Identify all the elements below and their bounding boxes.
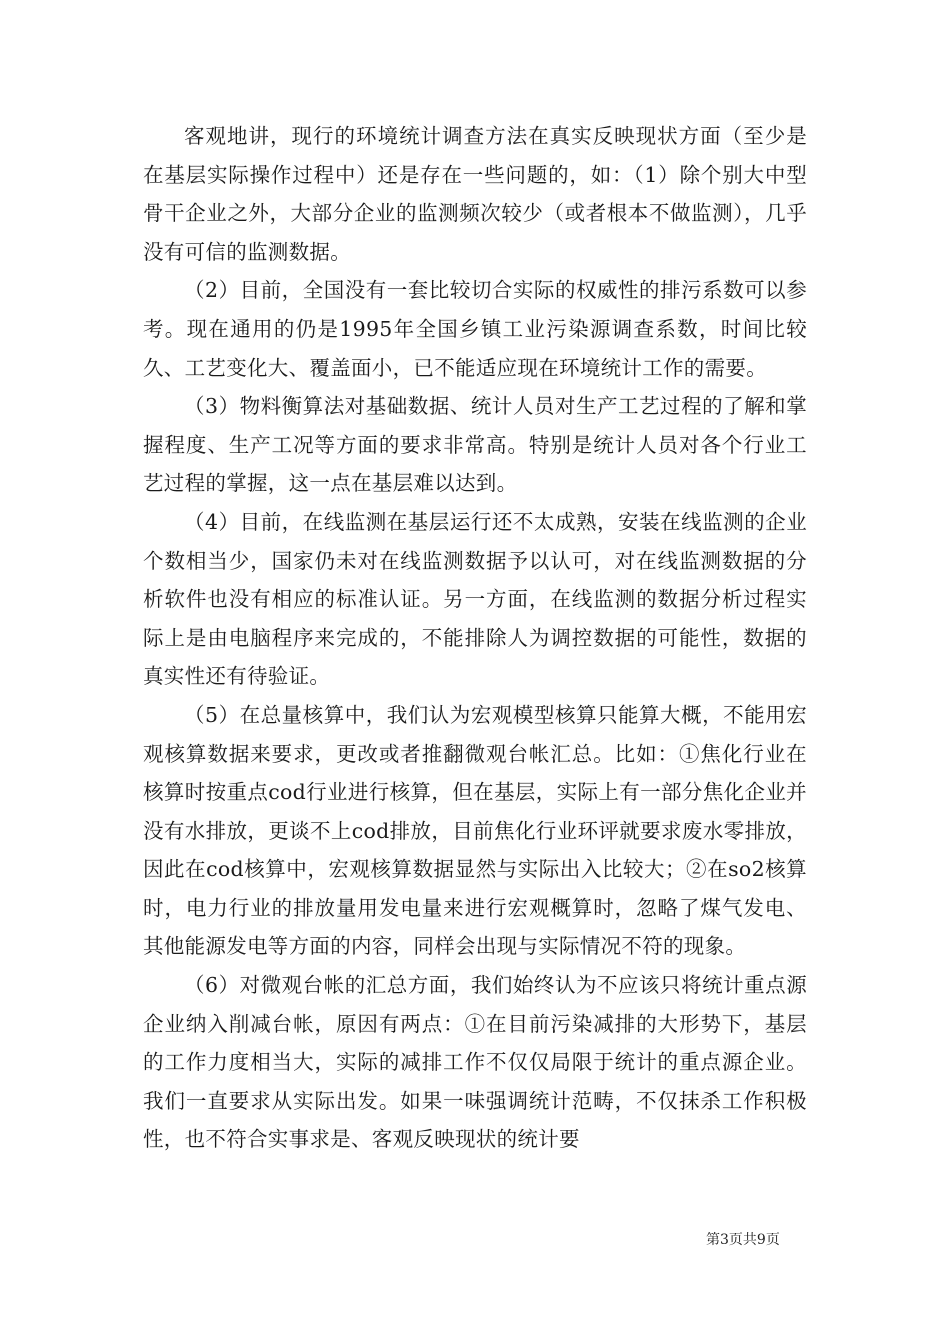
paragraph-item-3: （3）物料衡算法对基础数据、统计人员对生产工艺过程的了解和掌握程度、生产工况等方面的要求非常高。特别是统计人员对各个行业工艺过程的掌握，这一点在基层难以达到。: [143, 394, 807, 496]
paragraph-item-4: （4）目前，在线监测在基层运行还不太成熟，安装在线监测的企业个数相当少，国家仍未对在线监测数据予以认可，对在线监测数据的分析软件也没有相应的标准认证。另一方面，在线监测的数据分析过程实际上是由电脑程序来完成的，不能排除人为调控数据的可能性，数据的真实性还有待验证。: [143, 509, 807, 689]
paragraph-item-6: （6）对微观台帐的汇总方面，我们始终认为不应该只将统计重点源企业纳入削减台帐，原因有两点：①在目前污染减排的大形势下，基层的工作力度相当大，实际的减排工作不仅仅局限于统计的重点源企业。我们一直要求从实际出发。如果一味强调统计范畴，不仅抹杀工作积极性，也不符合实事求是、客观反映现状的统计要: [143, 973, 807, 1152]
paragraph-item-2: （2）目前，全国没有一套比较切合实际的权威性的排污系数可以参考。现在通用的仍是1995年全国乡镇工业污染源调查系数，时间比较久、工艺变化大、覆盖面小，已不能适应现在环境统计工作的需要。: [143, 278, 807, 380]
paragraph-item-5: （5）在总量核算中，我们认为宏观模型核算只能算大概，不能用宏观核算数据来要求，更改或者推翻微观台帐汇总。比如：①焦化行业在核算时按重点cod行业进行核算，但在基层，实际上有一部分焦化企业并没有水排放，更谈不上cod排放，目前焦化行业环评就要求废水零排放，因此在cod核算中，宏观核算数据显然与实际出入比较大；②在so2核算时，电力行业的排放量用发电量来进行宏观概算时，忽略了煤气发电、其他能源发电等方面的内容，同样会出现与实际情况不符的现象。: [143, 702, 807, 959]
body-text: [143, 117, 807, 1159]
paragraph-intro: 客观地讲，现行的环境统计调查方法在真实反映现状方面（至少是在基层实际操作过程中）还是存在一些问题的，如：（1）除个别大中型骨干企业之外，大部分企业的监测频次较少（或者根本不做监测），几乎没有可信的监测数据。: [143, 124, 807, 264]
page-number: 第3页共9页: [706, 1232, 780, 1248]
